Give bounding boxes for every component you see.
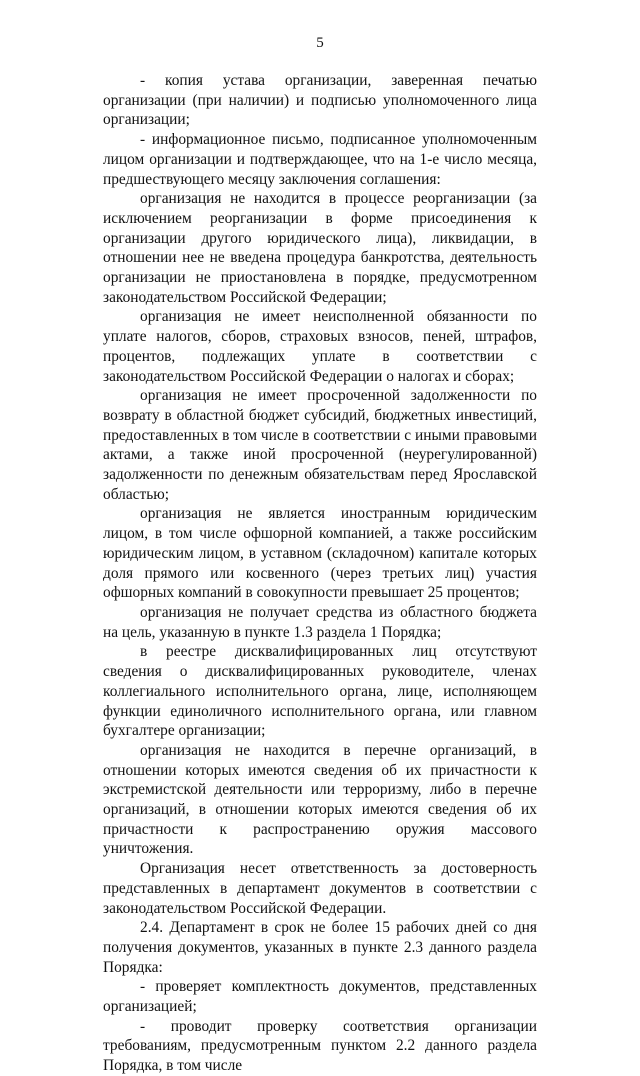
paragraph-not-foreign-entity: организация не является иностранным юридическим лицом, в том числе офшорной компанией, а также российским юридическим лицом, в уставном (складочном) капитале которых доля прямого или косвенного (через третьих лиц) участия офшорных компаний в совокупности превышает 25 процентов; <box>103 505 537 602</box>
paragraph-no-tax-debt: организация не имеет неисполненной обязанности по уплате налогов, сборов, страховых взносов, пеней, штрафов, процентов, подлежащих уплате в соответствии с законодательством Российской Федерации о налогах и сборах; <box>103 308 537 385</box>
paragraph-check-compliance: - проводит проверку соответствия организации требованиям, предусмотренным пунктом 2.2 данного раздела Порядка, в том числе <box>103 1017 537 1075</box>
paragraph-no-overdue-debt: организация не имеет просроченной задолженности по возврату в областной бюджет субсидий, бюджетных инвестиций, предоставленных в том числе в соответствии с иными правовыми актами, а также иной просроченной (неурегулированной) задолженности по денежным обязательствам перед Ярославской областью; <box>103 387 537 503</box>
paragraph-section-2-4: 2.4. Департамент в срок не более 15 рабочих дней со дня получения документов, указанных в пункте 2.3 данного раздела Порядка: <box>103 919 537 976</box>
paragraph-no-reorganization: организация не находится в процессе реорганизации (за исключением реорганизации в форме присоединения к организации другого юридического лица), ликвидации, в отношении нее не введена процедура банкротства, деятельность организации не приостановлена в порядке, предусмотренном законодательством Российской Федерации; <box>103 190 537 306</box>
page-number: 5 <box>316 35 324 51</box>
paragraph-check-completeness: - проверяет комплектность документов, представленных организацией; <box>103 978 537 1016</box>
paragraph-responsibility: Организация несет ответственность за достоверность представленных в департамент документов в соответствии с законодательством Российской Федерации. <box>103 860 537 917</box>
paragraph-information-letter: - информационное письмо, подписанное уполномоченным лицом организации и подтверждающее, что на 1-е число месяца, предшествующего месяцу заключения соглашения: <box>103 131 537 188</box>
document-body <box>103 71 537 1076</box>
paragraph-disqualified-registry: в реестре дисквалифицированных лиц отсутствуют сведения о дисквалифицированных руководителе, членах коллегиального исполнительного органа, лице, исполняющем функции единоличного исполнительного органа, или главном бухгалтере организации; <box>103 643 537 740</box>
paragraph-extremism-list: организация не находится в перечне организаций, в отношении которых имеются сведения об их причастности к экстремистской деятельности или терроризму, либо в перечне организаций, в отношении которых имеются сведения об их причастности к распространению оружия массового уничтожения. <box>103 741 537 858</box>
paragraph-charter-copy: - копия устава организации, заверенная печатью организации (при наличии) и подписью уполномоченного лица организации; <box>103 72 537 129</box>
paragraph-no-regional-funds: организация не получает средства из областного бюджета на цель, указанную в пункте 1.3 раздела 1 Порядка; <box>103 603 537 641</box>
